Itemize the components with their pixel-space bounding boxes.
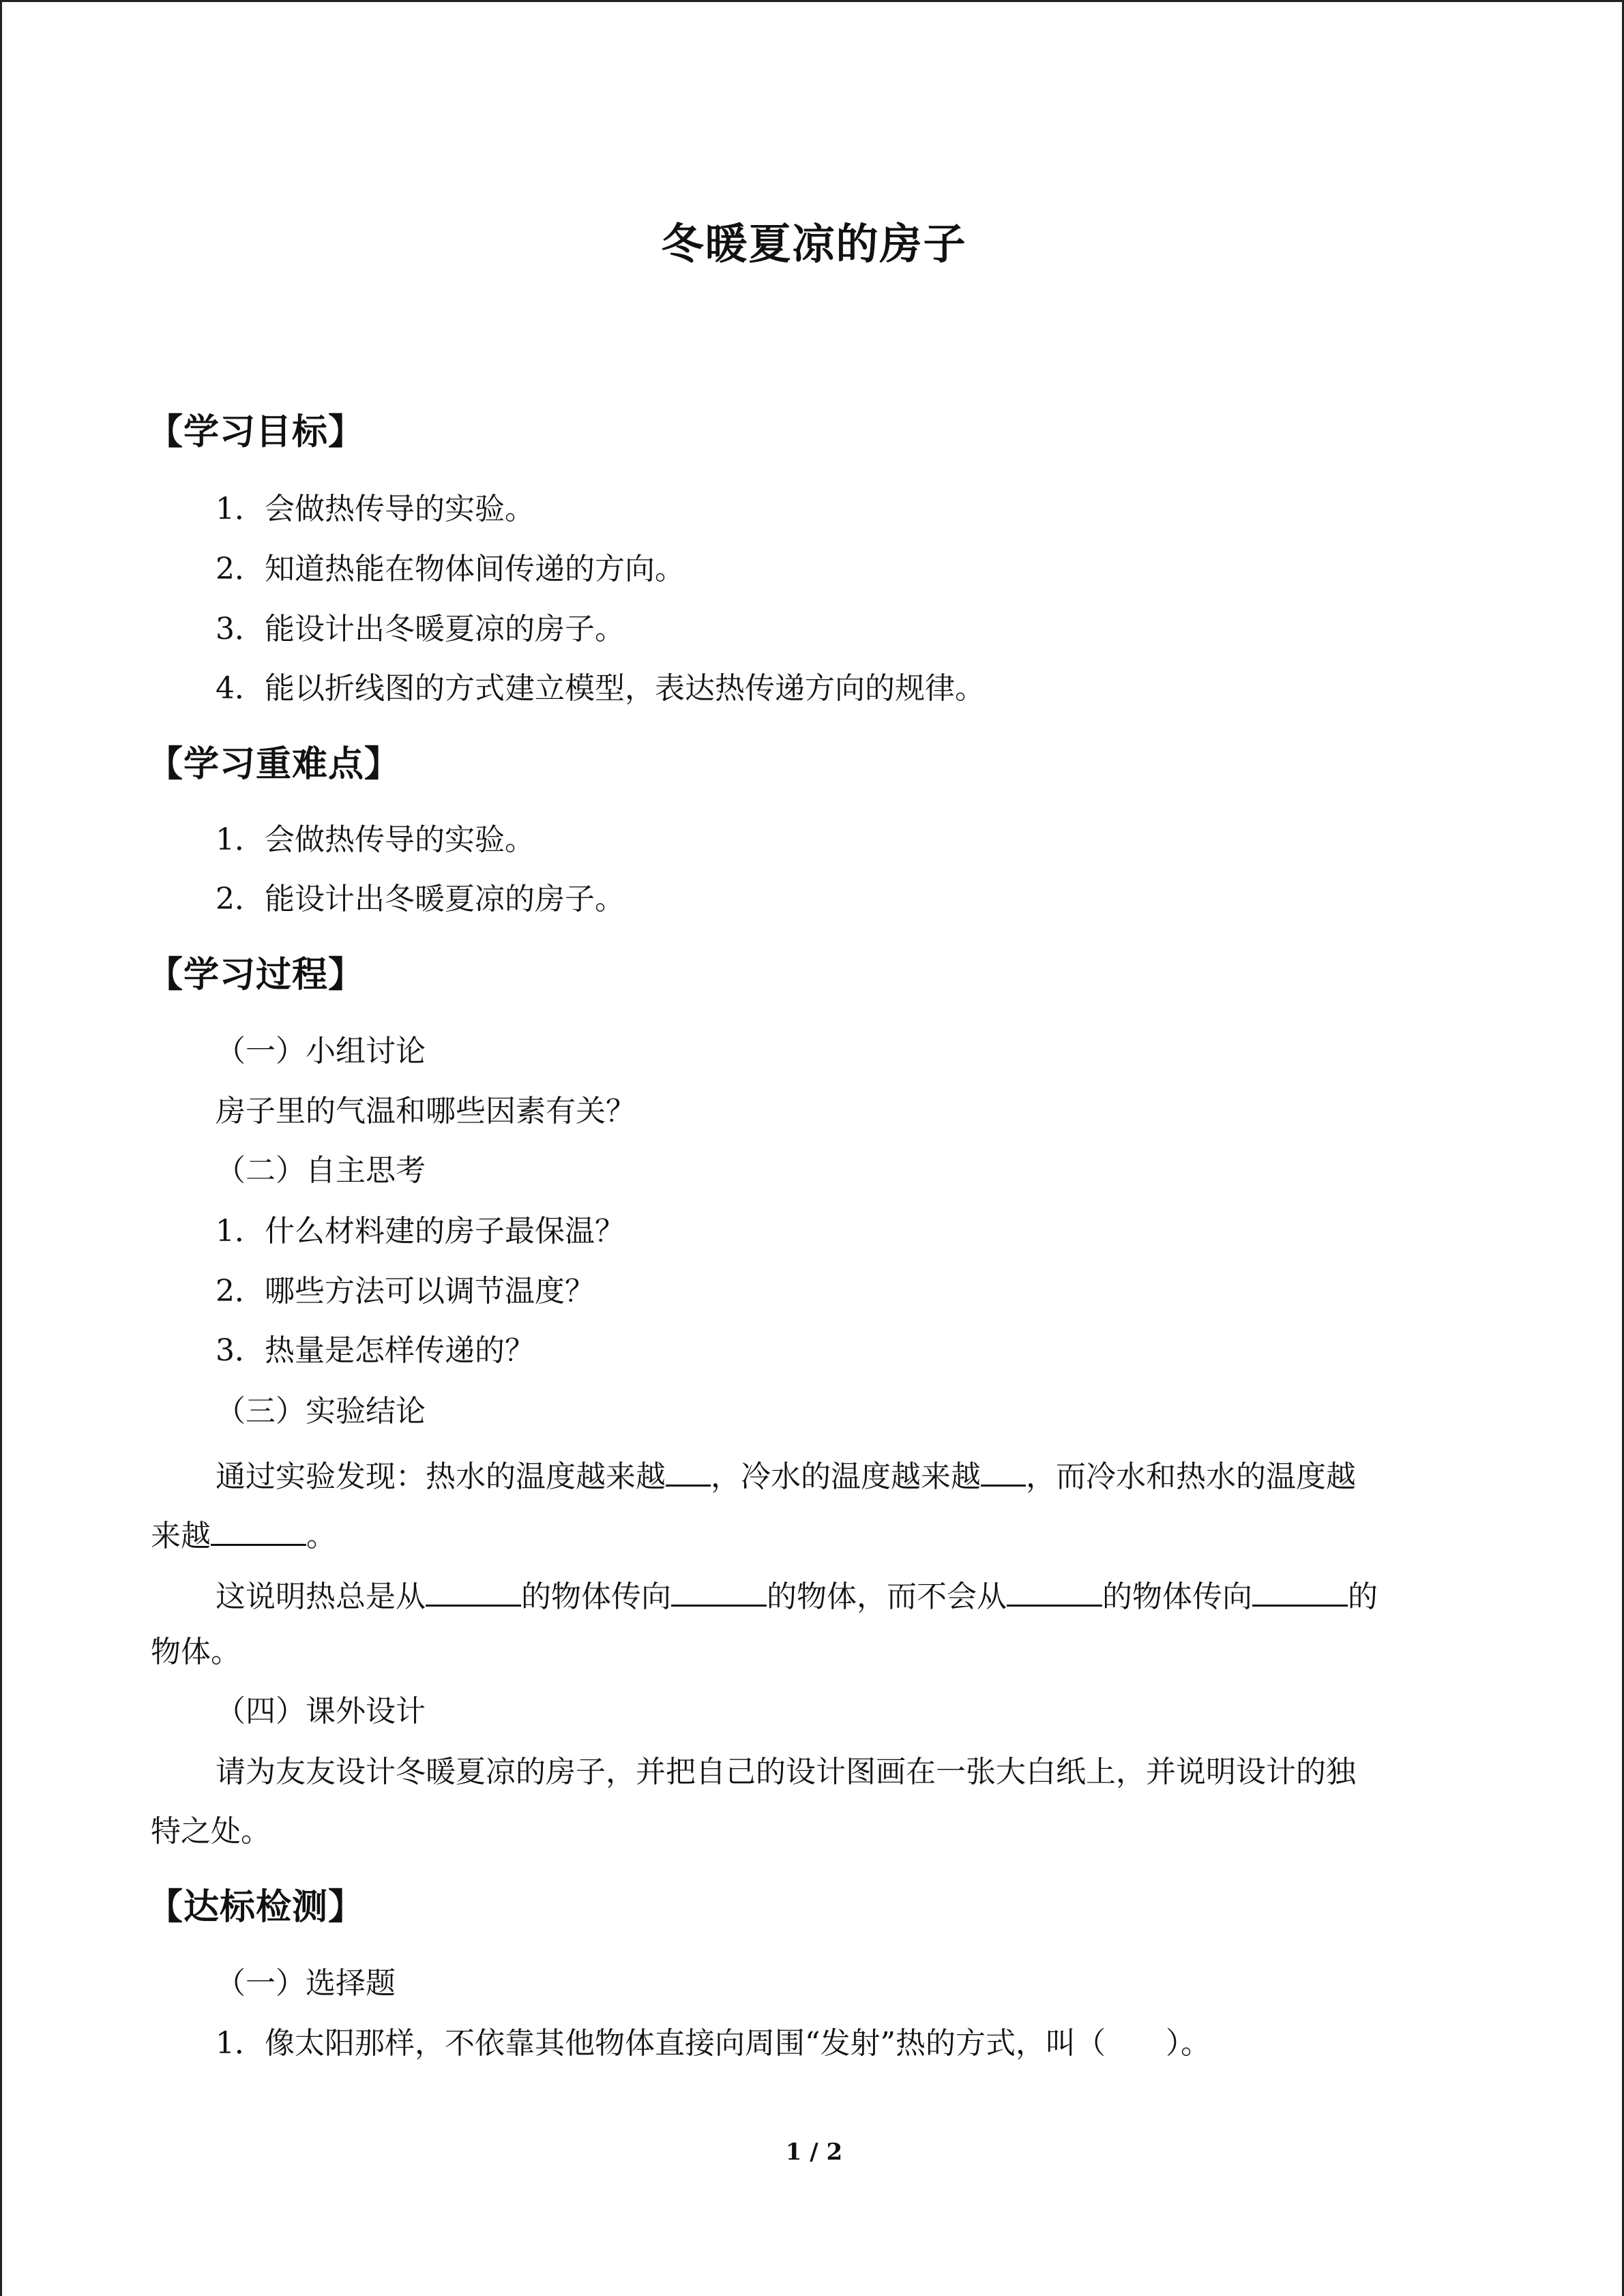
fill-blank[interactable]	[671, 1577, 767, 1607]
conclusion-text: 。	[306, 1519, 336, 1553]
objectives-heading: 【学习目标】	[147, 412, 365, 453]
document-title: 冬暖夏凉的房子	[661, 219, 967, 269]
key-points-heading: 【学习重难点】	[147, 744, 401, 785]
design-text-cont: 特之处。	[151, 1814, 271, 1849]
conclusion-text: 的物体，而不会从	[767, 1579, 1007, 1614]
fill-blank[interactable]	[1252, 1577, 1348, 1607]
objective-item: 3．能设计出冬暖夏凉的房子。	[216, 612, 625, 646]
fill-blank[interactable]	[426, 1577, 521, 1607]
test-heading: 【达标检测】	[147, 1887, 365, 1928]
process-part4-title: （四）课外设计	[216, 1694, 426, 1729]
process-part3-title: （三）实验结论	[216, 1394, 426, 1429]
test-part1-title: （一）选择题	[216, 1966, 396, 2001]
conclusion-text: 的物体传向	[1102, 1579, 1252, 1614]
page-number: 1 / 2	[785, 2138, 843, 2166]
fill-blank[interactable]	[981, 1457, 1026, 1487]
fill-blank[interactable]	[1007, 1577, 1102, 1607]
conclusion-text: 的物体传向	[521, 1579, 671, 1614]
conclusion-paragraph-1	[216, 1457, 1356, 1492]
question-1: 1．像太阳那样，不依靠其他物体直接向周围“发射”热的方式，叫（ ）。	[216, 2026, 1211, 2061]
process-part1-text: 房子里的气温和哪些因素有关？	[216, 1094, 636, 1129]
objective-item: 2．知道热能在物体间传递的方向。	[216, 552, 685, 586]
design-text: 请为友友设计冬暖夏凉的房子，并把自己的设计图画在一张大白纸上，并说明设计的独	[216, 1755, 1356, 1789]
process-part2-item: 3．热量是怎样传递的？	[216, 1333, 535, 1368]
process-part1-title: （一）小组讨论	[216, 1034, 426, 1069]
conclusion-text: 通过实验发现：热水的温度越来越	[216, 1459, 666, 1494]
conclusion-paragraph-2	[216, 1577, 1378, 1612]
objective-item: 4．能以折线图的方式建立模型，表达热传递方向的规律。	[216, 671, 985, 706]
conclusion-text: ，而冷水和热水的温度越	[1026, 1459, 1356, 1494]
conclusion-paragraph-1-cont	[151, 1517, 336, 1551]
process-part2-item: 2．哪些方法可以调节温度？	[216, 1274, 595, 1309]
conclusion-text: 这说明热总是从	[216, 1579, 426, 1614]
conclusion-paragraph-2-cont: 物体。	[151, 1635, 241, 1669]
conclusion-text: ，冷水的温度越来越	[711, 1459, 981, 1494]
objective-item: 1．会做热传导的实验。	[216, 492, 535, 526]
process-part2-title: （二）自主思考	[216, 1153, 426, 1188]
fill-blank[interactable]	[666, 1457, 711, 1487]
process-part2-item: 1．什么材料建的房子最保温？	[216, 1214, 625, 1249]
conclusion-text: 来越	[151, 1519, 211, 1553]
key-point-item: 2．能设计出冬暖夏凉的房子。	[216, 882, 625, 916]
fill-blank[interactable]	[211, 1517, 306, 1546]
conclusion-text: 的	[1348, 1579, 1378, 1614]
key-point-item: 1．会做热传导的实验。	[216, 822, 535, 857]
process-heading: 【学习过程】	[147, 955, 365, 996]
